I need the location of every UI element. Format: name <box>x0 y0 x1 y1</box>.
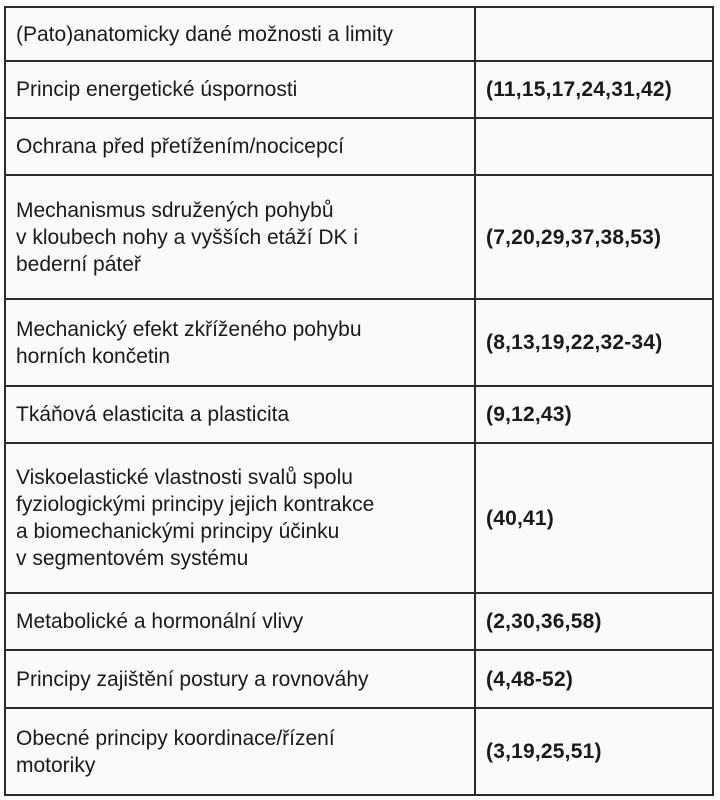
principle-text: motoriky <box>16 753 96 777</box>
references-cell: (8,13,19,22,32-34) <box>475 299 713 386</box>
principle-text: Ochrana před přetížením/nocicepcí <box>16 135 345 158</box>
principle-text: v segmentovém systému <box>16 547 249 570</box>
principle-text: Princip energetické úspornosti <box>16 78 298 101</box>
references-cell: (4,48-52) <box>475 650 713 708</box>
table-row <box>5 61 713 118</box>
principle-cell <box>5 386 475 443</box>
principle-text: Metabolické a hormonální vlivy <box>16 610 304 633</box>
principle-cell <box>5 175 475 299</box>
principle-cell <box>5 7 475 61</box>
principle-cell <box>5 443 475 593</box>
principle-text: Obecné principy koordinace/řízení <box>16 726 335 750</box>
references-cell: (2,30,36,58) <box>475 593 713 650</box>
principle-text: Mechanický efekt zkříženého pohybu <box>16 317 362 341</box>
references-cell: (3,19,25,51) <box>475 708 713 795</box>
table-row <box>5 708 713 795</box>
principle-cell <box>5 61 475 118</box>
principle-cell <box>5 708 475 795</box>
table-row <box>5 299 713 386</box>
principle-text: a biomechanickými principy účinku <box>16 520 340 543</box>
references-cell <box>475 118 713 175</box>
table-row <box>5 175 713 299</box>
table-row <box>5 650 713 708</box>
references-cell: (9,12,43) <box>475 386 713 443</box>
principle-text: Viskoelastické vlastnosti svalů spolu <box>16 466 353 489</box>
principle-cell <box>5 118 475 175</box>
references-cell <box>475 7 713 61</box>
table-row <box>5 118 713 175</box>
principle-cell <box>5 299 475 386</box>
principle-text: horních končetin <box>16 344 171 368</box>
references-cell: (40,41) <box>475 443 713 593</box>
principle-text: Principy zajištění postury a rovnováhy <box>16 667 369 691</box>
table-row <box>5 443 713 593</box>
principle-text: fyziologickými principy jejich kontrakce <box>16 493 375 516</box>
table-row <box>5 386 713 443</box>
principle-text: bederní páteř <box>16 252 141 276</box>
references-cell: (11,15,17,24,31,42) <box>475 61 713 118</box>
table-row <box>5 7 713 61</box>
principle-cell <box>5 593 475 650</box>
principle-cell <box>5 650 475 708</box>
principle-text: Mechanismus sdružených pohybů <box>16 198 334 222</box>
principle-text: (Pato)anatomicky dané možnosti a limity <box>16 22 393 46</box>
table-row <box>5 593 713 650</box>
principles-references-table <box>4 6 714 796</box>
references-cell: (7,20,29,37,38,53) <box>475 175 713 299</box>
principle-text: v kloubech nohy a vyšších etáží DK i <box>16 225 358 249</box>
principle-text: Tkáňová elasticita a plasticita <box>16 403 290 426</box>
